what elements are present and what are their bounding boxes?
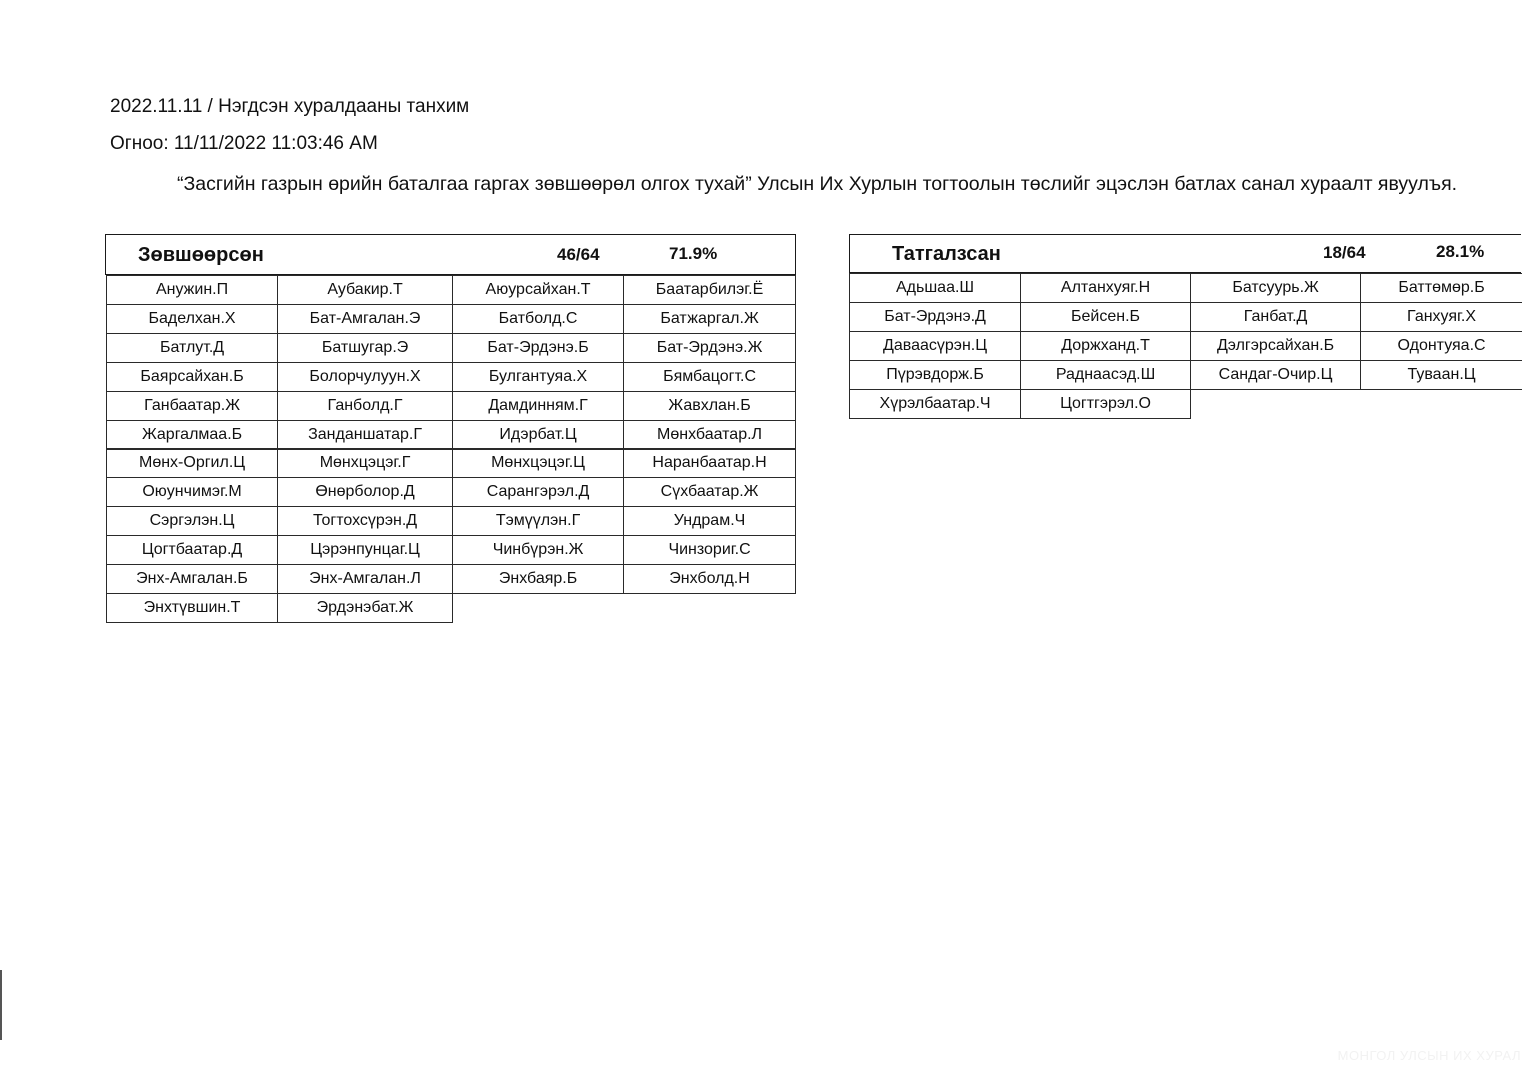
reject-member-cell: Одонтуяа.С: [1360, 331, 1522, 361]
reject-member-cell: Ганхуяг.Х: [1360, 302, 1522, 332]
scan-edge-mark: [0, 970, 2, 1040]
date-line: Огноо: 11/11/2022 11:03:46 AM: [110, 133, 378, 154]
reject-panel: [849, 234, 1521, 418]
approve-member-cell: Мөнхбаатар.Л: [623, 420, 796, 450]
approve-member-cell: Энхболд.Н: [623, 564, 796, 594]
approve-member-cell: Мөнхцэцэг.Г: [277, 448, 453, 478]
approve-member-cell: Жавхлан.Б: [623, 391, 796, 421]
session-line: 2022.11.11 / Нэгдсэн хуралдааны танхим: [110, 96, 470, 117]
approve-member-cell: Баярсайхан.Б: [106, 362, 278, 392]
reject-member-cell: Алтанхуяг.Н: [1020, 273, 1191, 303]
approve-member-cell: Энхбаяр.Б: [452, 564, 624, 594]
approve-member-cell: Бат-Эрдэнэ.Ж: [623, 333, 796, 363]
approve-header: [105, 234, 796, 275]
approve-member-cell: Анужин.П: [106, 275, 278, 305]
approve-member-cell: Чинбүрэн.Ж: [452, 535, 624, 565]
reject-member-cell: Хүрэлбаатар.Ч: [849, 389, 1021, 419]
reject-member-cell: Дэлгэрсайхан.Б: [1190, 331, 1361, 361]
approve-member-cell: Сүхбаатар.Ж: [623, 477, 796, 507]
watermark: МОНГОЛ УЛСЫН ИХ ХУРАЛ: [1337, 1048, 1521, 1063]
approve-member-cell: Жаргалмаа.Б: [106, 420, 278, 450]
approve-member-cell: Занданшатар.Г: [277, 420, 453, 450]
approve-member-cell: Баатарбилэг.Ё: [623, 275, 796, 305]
approve-member-cell: Болорчулуун.Х: [277, 362, 453, 392]
approve-member-cell: Ганбаатар.Ж: [106, 391, 278, 421]
approve-member-cell: Батлут.Д: [106, 333, 278, 363]
reject-member-cell: Даваасүрэн.Ц: [849, 331, 1021, 361]
approve-member-cell: Булгантуяа.Х: [452, 362, 624, 392]
approve-member-cell: Өнөрболор.Д: [277, 477, 453, 507]
approve-name-grid: [106, 275, 796, 622]
approve-member-cell: Батболд.С: [452, 304, 624, 334]
approve-member-cell: Бат-Амгалан.Э: [277, 304, 453, 334]
approve-percent: 71.9%: [669, 244, 718, 263]
reject-member-cell: Туваан.Ц: [1360, 360, 1522, 390]
approve-member-cell: Идэрбат.Ц: [452, 420, 624, 450]
approve-member-cell: Бямбацогт.С: [623, 362, 796, 392]
approve-member-cell: Энхтүвшин.Т: [106, 593, 278, 623]
approve-member-cell: Тогтохсүрэн.Д: [277, 506, 453, 536]
approve-member-cell: Энх-Амгалан.Б: [106, 564, 278, 594]
approve-member-cell: Наранбаатар.Н: [623, 448, 796, 478]
approve-count: 46/64: [557, 245, 600, 264]
reject-member-cell: Бат-Эрдэнэ.Д: [849, 302, 1021, 332]
approve-member-cell: Ундрам.Ч: [623, 506, 796, 536]
approve-member-cell: Батжаргал.Ж: [623, 304, 796, 334]
approve-member-cell: Оюунчимэг.М: [106, 477, 278, 507]
approve-member-cell: Цэрэнпунцаг.Ц: [277, 535, 453, 565]
approve-member-cell: Баделхан.Х: [106, 304, 278, 334]
approve-member-cell: Эрдэнэбат.Ж: [277, 593, 453, 623]
reject-member-cell: Доржханд.Т: [1020, 331, 1191, 361]
approve-panel: [105, 234, 796, 622]
reject-member-cell: Пүрэвдорж.Б: [849, 360, 1021, 390]
approve-member-cell: Мөнхцэцэг.Ц: [452, 448, 624, 478]
approve-member-cell: Сарангэрэл.Д: [452, 477, 624, 507]
approve-member-cell: Аюурсайхан.Т: [452, 275, 624, 305]
reject-member-cell: Баттөмөр.Б: [1360, 273, 1522, 303]
reject-member-cell: Бейсен.Б: [1020, 302, 1191, 332]
approve-member-cell: Цогтбаатар.Д: [106, 535, 278, 565]
reject-header: [849, 234, 1521, 273]
reject-member-cell: Раднаасэд.Ш: [1020, 360, 1191, 390]
approve-member-cell: Тэмүүлэн.Г: [452, 506, 624, 536]
reject-member-cell: Адьшаа.Ш: [849, 273, 1021, 303]
reject-count: 18/64: [1323, 243, 1366, 262]
reject-member-cell: Цогтгэрэл.О: [1020, 389, 1191, 419]
reject-member-cell: Сандаг-Очир.Ц: [1190, 360, 1361, 390]
approve-member-cell: Сэргэлэн.Ц: [106, 506, 278, 536]
approve-member-cell: Ганболд.Г: [277, 391, 453, 421]
approve-member-cell: Батшугар.Э: [277, 333, 453, 363]
reject-percent: 28.1%: [1436, 242, 1485, 261]
motion-title: “Засгийн газрын өрийн баталгаа гаргах зөвшөөрөл олгох тухай” Улсын Их Хурлын тогтоолын төслийг эцэслэн батлах санал хураалт явуулъя.: [176, 173, 1458, 195]
approve-member-cell: Дамдинням.Г: [452, 391, 624, 421]
reject-label: Татгалзсан: [892, 243, 1001, 265]
approve-member-cell: Мөнх-Оргил.Ц: [106, 448, 278, 478]
approve-member-cell: Энх-Амгалан.Л: [277, 564, 453, 594]
approve-member-cell: Бат-Эрдэнэ.Б: [452, 333, 624, 363]
reject-member-cell: Ганбат.Д: [1190, 302, 1361, 332]
approve-member-cell: Чинзориг.С: [623, 535, 796, 565]
reject-member-cell: Батсуурь.Ж: [1190, 273, 1361, 303]
approve-label: Зөвшөөрсөн: [138, 244, 264, 266]
approve-member-cell: Аубакир.Т: [277, 275, 453, 305]
reject-name-grid: [849, 273, 1521, 418]
